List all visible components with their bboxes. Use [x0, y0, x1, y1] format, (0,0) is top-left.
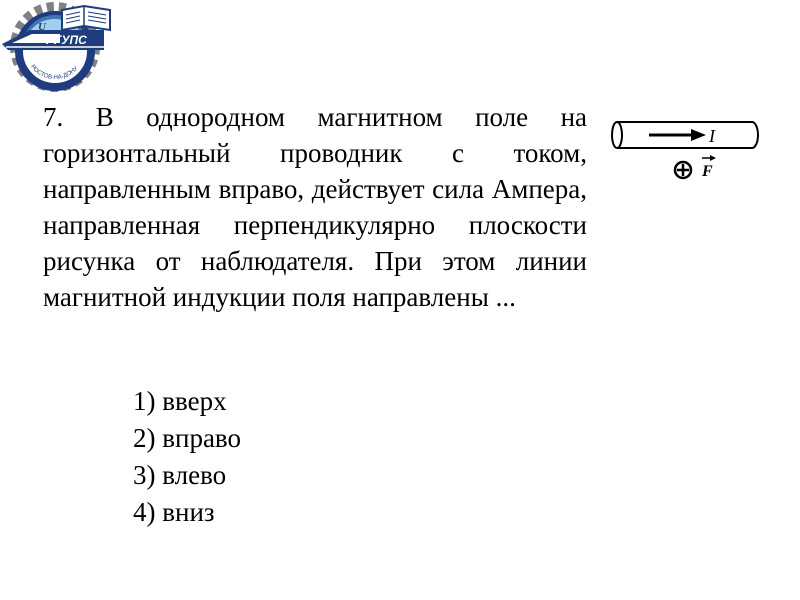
- question-text: 7. В однородном магнитном поле на горизонтальный проводник с током, направленным вправо, действует сила Ампера, направленная перпендикулярно плоскости рисунка от наблюдателя. При этом линии магнитной индукции поля направлены ...: [43, 102, 587, 312]
- conductor-figure: [605, 118, 765, 188]
- book-icon: [62, 6, 110, 30]
- logo-letter: U: [38, 21, 46, 33]
- answer-option[interactable]: 3) влево: [133, 460, 227, 490]
- logo-text: РГУПС: [46, 33, 87, 47]
- current-arrow: [649, 129, 706, 141]
- answer-option[interactable]: 4) вниз: [133, 497, 215, 527]
- answer-list: [133, 383, 241, 531]
- force-into-page-icon: [675, 162, 691, 178]
- logo-ring-textpath: РОСТОВ-НА-ДОНУ: [29, 64, 80, 81]
- university-logo: [0, 0, 115, 100]
- force-vector-arrow: [702, 155, 716, 161]
- current-label: I: [709, 126, 715, 146]
- answer-option[interactable]: 1) вверх: [133, 386, 227, 416]
- force-label: F: [702, 163, 713, 180]
- answer-option[interactable]: 2) вправо: [133, 423, 241, 453]
